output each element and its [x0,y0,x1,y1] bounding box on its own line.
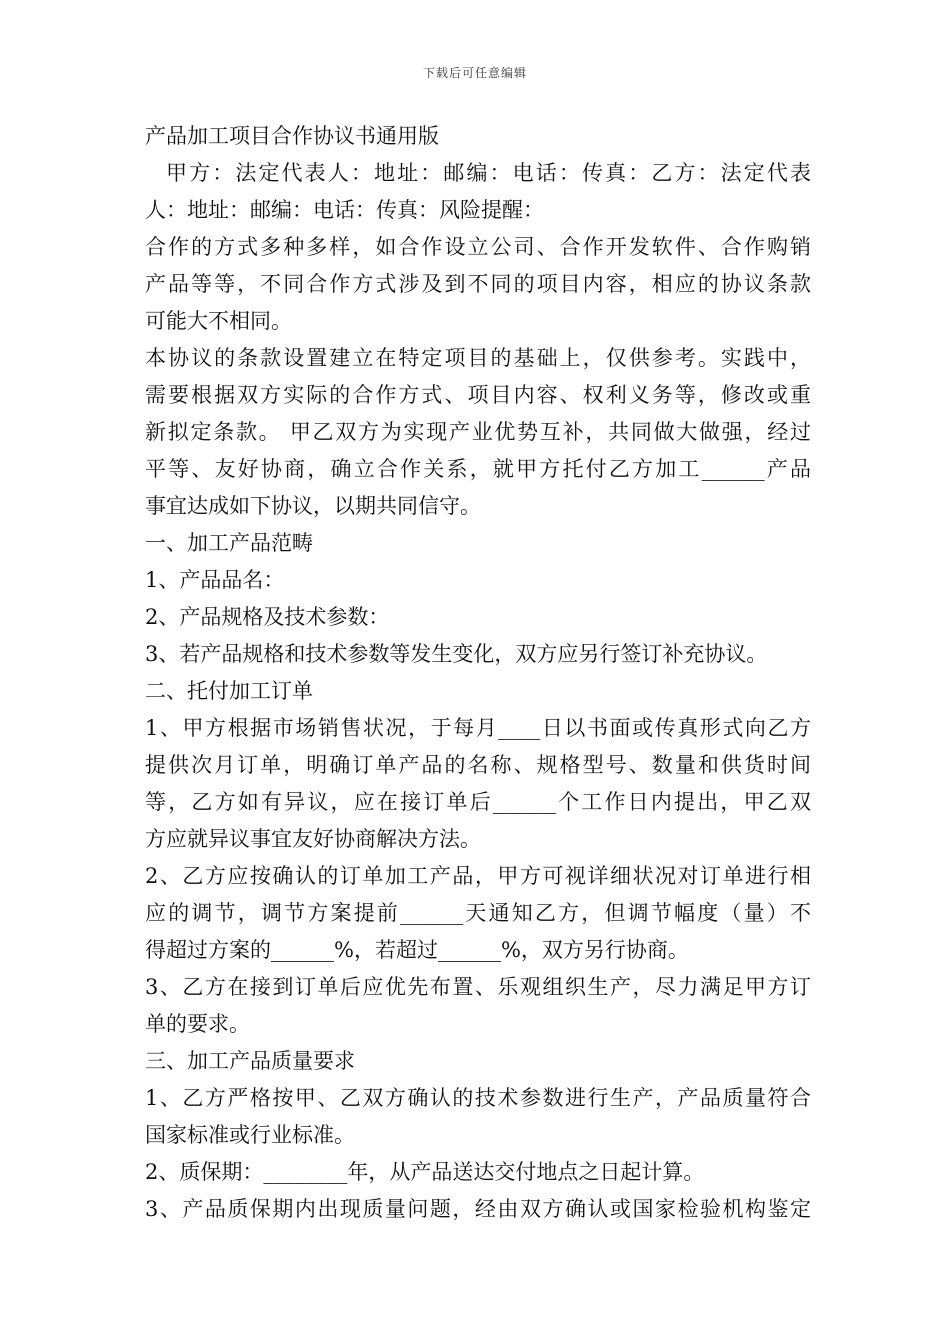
body-line: 事宜达成如下协议，以期共同信守。 [145,494,481,518]
clause-line: 2、乙方应按确认的订单加工产品，甲方可视详细状况对订单进行相 [145,864,811,888]
clause-line: 1、乙方严格按甲、乙双方确认的技术参数进行生产，产品质量符合 [145,1086,811,1110]
document-title: 产品加工项目合作协议书通用版 [145,124,439,148]
body-line: 产品等等，不同合作方式涉及到不同的项目内容，相应的协议条款 [145,272,811,296]
body-line: 可能大不相同。 [145,309,292,333]
page-header: 下载后可任意编辑 [422,66,527,80]
clause-line: 3、乙方在接到订单后应优先布置、乐观组织生产，尽力满足甲方订 [145,975,811,999]
document-body [145,118,811,1228]
clause-line: 1、甲方根据市场销售状况，于每月____日以书面或传真形式向乙方 [145,716,811,740]
clause-line: 1、产品品名： [145,568,285,592]
body-line: 新拟定条款。 甲乙双方为实现产业优势互补，共同做大做强，经过 [145,420,811,444]
section-heading: 一、加工产品范畴 [145,531,313,555]
body-line: 本协议的条款设置建立在特定项目的基础上，仅供参考。实践中， [145,346,811,370]
clause-line: 应的调节，调节方案提前______天通知乙方，但调节幅度（量）不 [145,901,811,925]
clause-line: 等，乙方如有异议，应在接订单后______个工作日内提出，甲乙双 [145,790,811,814]
clause-line: 3、产品质保期内出现质量问题，经由双方确认或国家检验机构鉴定 [145,1197,811,1221]
clause-line: 国家标准或行业标准。 [145,1123,355,1147]
clause-line: 2、产品规格及技术参数： [145,605,390,629]
clause-line: 得超过方案的______%，若超过______%，双方另行协商。 [145,938,689,962]
section-heading: 三、加工产品质量要求 [145,1049,355,1073]
clause-line: 方应就异议事宜友好协商解决方法。 [145,827,481,851]
body-line: 平等、友好协商，确立合作关系，就甲方托付乙方加工______产品 [145,457,811,481]
clause-line: 提供次月订单，明确订单产品的名称、规格型号、数量和供货时间 [145,753,811,777]
body-line: 合作的方式多种多样，如合作设立公司、合作开发软件、合作购销 [145,235,811,259]
body-line: 人：地址：邮编：电话：传真：风险提醒： [145,198,544,222]
clause-line: 单的要求。 [145,1012,250,1036]
section-heading: 二、托付加工订单 [145,679,313,703]
body-line: 甲方：法定代表人：地址：邮编：电话：传真：乙方：法定代表 [166,161,811,185]
clause-line: 3、若产品规格和技术参数等发生变化，双方应另行签订补充协议。 [145,642,768,666]
clause-line: 2、质保期：________年，从产品送达交付地点之日起计算。 [145,1160,705,1184]
body-line: 需要根据双方实际的合作方式、项目内容、权利义务等，修改或重 [145,383,811,407]
